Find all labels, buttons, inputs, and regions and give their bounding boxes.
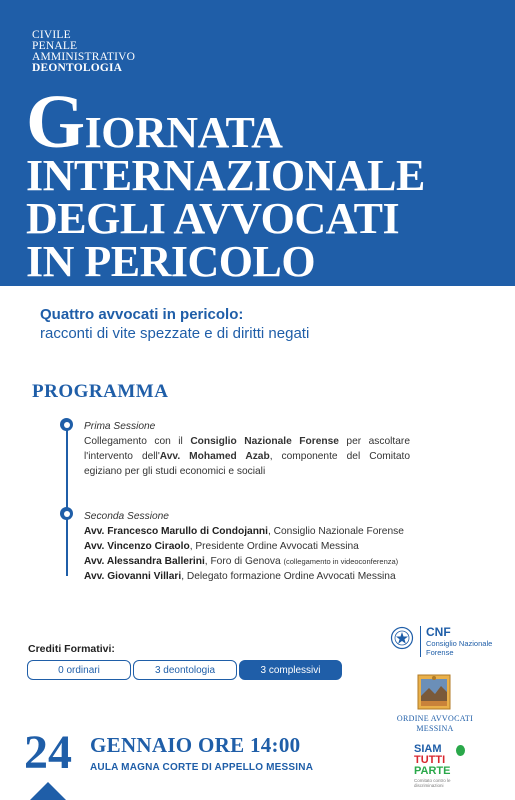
siam-line1: SIAM <box>414 743 442 755</box>
speaker-role: , Foro di Genova <box>204 556 284 567</box>
cnf-text <box>420 626 492 657</box>
category-penale: PENALE <box>32 40 78 52</box>
session-bold-cnf: Consiglio Nazionale Forense <box>190 436 339 447</box>
speaker-row <box>84 524 410 539</box>
timeline-bullet-icon <box>60 507 73 520</box>
siam-line3: PARTE <box>414 765 451 777</box>
session-text: Collegamento con il <box>84 436 191 447</box>
speaker-row <box>84 569 410 584</box>
speaker-note: (collegamento in videoconferenza) <box>283 557 399 566</box>
category-list <box>32 30 135 74</box>
crediti-complessivi: 3 complessivi <box>239 660 342 680</box>
category-civile: CIVILE <box>32 29 71 41</box>
cnf-full-line2: Forense <box>426 648 454 657</box>
balloon-icon <box>456 745 465 756</box>
ordine-crest-icon <box>417 674 451 710</box>
timeline-line <box>66 428 68 576</box>
corner-triangle <box>30 782 66 800</box>
category-amministrativo: AMMINISTRATIVO <box>32 51 136 63</box>
event-venue: AULA MAGNA CORTE DI APPELLO MESSINA <box>90 762 314 773</box>
session-bold-speaker: Avv. Mohamed Azab <box>159 451 270 462</box>
republic-emblem-icon <box>390 626 414 650</box>
speaker-name: Avv. Vincenzo Ciraolo <box>84 541 190 552</box>
subtitle <box>40 306 309 342</box>
speaker-name: Avv. Francesco Marullo di Condojanni <box>84 526 268 537</box>
session-first <box>84 419 410 479</box>
subtitle-strong: Quattro avvocati in pericolo: <box>40 306 244 323</box>
ordine-line1: ORDINE AVVOCATI <box>396 714 474 723</box>
cnf-full-line1: Consiglio Nazionale <box>426 639 493 648</box>
title-line-3: DEGLI AVVOCATI <box>26 194 400 243</box>
speaker-role: , Consiglio Nazionale Forense <box>267 526 404 537</box>
speaker-name: Avv. Alessandra Ballerini <box>84 556 205 567</box>
title-first-rest: IORNATA <box>84 108 283 157</box>
speaker-name: Avv. Giovanni Villari <box>84 571 182 582</box>
speaker-role: , Delegato formazione Ordine Avvocati Messina <box>181 571 396 582</box>
event-datetime: GENNAIO ORE 14:00 <box>90 733 301 757</box>
category-deontologia: DEONTOLOGIA <box>32 62 123 74</box>
speaker-row <box>84 539 410 554</box>
title-initial: G <box>26 80 85 164</box>
session-label: Prima Sessione <box>84 421 156 432</box>
speaker-row <box>84 554 410 569</box>
siam-tagline: Comitato contro le discriminazioni <box>414 778 451 788</box>
crediti-ordinari: 0 ordinari <box>27 660 131 680</box>
crediti-deontologia: 3 deontologia <box>133 660 237 680</box>
session-text: , componente del Comitato egiziano per gli studi economici e sociali <box>84 451 410 477</box>
timeline-bullet-icon <box>60 418 73 431</box>
speaker-role: , Presidente Ordine Avvocati Messina <box>189 541 359 552</box>
subtitle-light: racconti di vite spezzate e di diritti negati <box>40 325 310 342</box>
session-second <box>84 509 410 584</box>
cnf-logo <box>390 626 492 657</box>
event-day: 24 <box>24 726 72 779</box>
siam-line2: TUTTI <box>414 754 446 766</box>
title-line-1 <box>26 80 425 164</box>
ordine-line2: MESSINA <box>416 724 454 733</box>
crediti-label: Crediti Formativi: <box>28 643 115 655</box>
page-title <box>26 80 425 286</box>
session-text: per ascoltare l'intervento dell' <box>84 436 410 462</box>
session-label: Seconda Sessione <box>84 511 169 522</box>
header-banner <box>0 0 515 286</box>
programma-heading: PROGRAMMA <box>32 381 169 402</box>
cnf-abbr: CNF <box>426 625 451 639</box>
title-line-2: INTERNAZIONALE <box>26 151 425 200</box>
ordine-text <box>388 714 482 734</box>
title-line-4: IN PERICOLO <box>26 237 316 286</box>
session-body <box>84 434 410 479</box>
